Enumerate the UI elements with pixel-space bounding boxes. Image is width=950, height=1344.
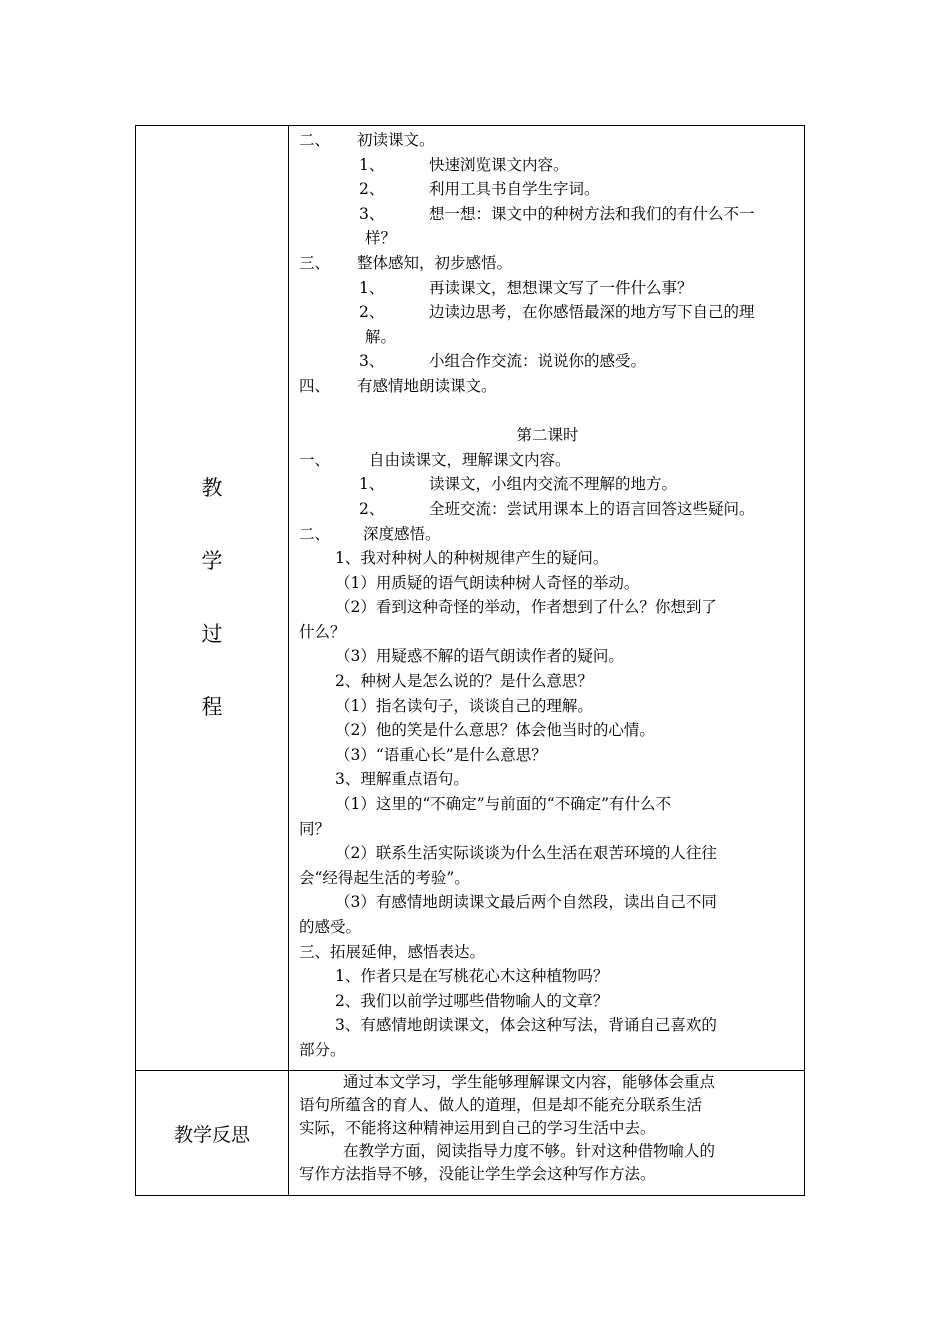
list-item: 1、 快速浏览课文内容。 bbox=[359, 155, 569, 174]
reflection-row bbox=[136, 1071, 805, 1196]
list-item-continuation: 解。 bbox=[365, 327, 397, 346]
reflection-label-cell bbox=[136, 1071, 289, 1196]
reflection-content-cell bbox=[289, 1071, 805, 1196]
body-line-continuation: 什么？ bbox=[299, 622, 346, 641]
body-line: （3）用疑惑不解的语气朗读作者的疑问。 bbox=[335, 647, 624, 666]
body-line-continuation: 写作方法指导不够，没能让学生学会这种写作方法。 bbox=[299, 1165, 656, 1183]
body-line: （2）看到这种奇怪的举动，作者想到了什么？你想到了 bbox=[335, 598, 717, 617]
body-line-continuation: 同？ bbox=[299, 819, 331, 838]
list-item-continuation: 样？ bbox=[365, 229, 397, 248]
body-line: 1、我对种树人的种树规律产生的疑问。 bbox=[335, 549, 609, 568]
section-heading: 二、 深度感悟。 bbox=[299, 524, 441, 543]
body-line: （2）联系生活实际谈谈为什么生活在艰苦环境的人往往 bbox=[335, 844, 717, 863]
list-item: 1、 再读课文，想想课文写了一件什么事？ bbox=[359, 278, 693, 297]
process-row bbox=[136, 126, 805, 1071]
process-label-char: 程 bbox=[201, 695, 223, 719]
body-line-continuation: 会“经得起生活的考验”。 bbox=[299, 868, 470, 887]
process-label-char: 过 bbox=[201, 622, 223, 646]
process-content-cell bbox=[289, 126, 805, 1071]
body-line: （2）他的笑是什么意思？体会他当时的心情。 bbox=[335, 721, 655, 740]
body-line-continuation: 语句所蕴含的育人、做人的道理，但是却不能充分联系生活 bbox=[299, 1096, 703, 1114]
process-label-char: 教 bbox=[201, 476, 223, 500]
lesson-plan-table bbox=[135, 125, 805, 1196]
reflection-content bbox=[289, 1071, 804, 1188]
body-line: 3、理解重点语句。 bbox=[335, 770, 469, 789]
section-heading: 三、拓展延伸，感悟表达。 bbox=[299, 942, 486, 961]
body-line: （3）“语重心长”是什么意思？ bbox=[335, 745, 547, 764]
body-line: （1）用质疑的语气朗读种树人奇怪的举动。 bbox=[335, 573, 640, 592]
body-line-continuation: 的感受。 bbox=[299, 918, 362, 936]
body-line: 2、种树人是怎么说的？是什么意思？ bbox=[335, 672, 593, 691]
section-heading: 一、 自由读课文，理解课文内容。 bbox=[299, 450, 571, 469]
body-line: 在教学方面，阅读指导力度不够。针对这种借物喻人的 bbox=[343, 1142, 716, 1160]
lesson-title: 第二课时 bbox=[516, 426, 579, 445]
reflection-label: 教学反思 bbox=[173, 1123, 250, 1146]
list-item: 2、 边读边思考，在你感悟最深的地方写下自己的理 bbox=[359, 303, 755, 322]
body-line-continuation: 部分。 bbox=[299, 1040, 346, 1059]
process-content bbox=[289, 126, 804, 1065]
body-line-continuation: 实际，不能将这种精神运用到自己的学习生活中去。 bbox=[299, 1119, 656, 1137]
process-label-char: 学 bbox=[201, 549, 223, 573]
body-line: 3、有感情地朗读课文，体会这种写法，背诵自己喜欢的 bbox=[335, 1016, 717, 1035]
body-line: 1、作者只是在写桃花心木这种植物吗？ bbox=[335, 967, 609, 986]
body-line: 2、我们以前学过哪些借物喻人的文章？ bbox=[335, 991, 609, 1010]
list-item: 3、 想一想：课文中的种树方法和我们的有什么不一 bbox=[359, 204, 755, 223]
body-line: 通过本文学习，学生能够理解课文内容，能够体会重点 bbox=[343, 1073, 716, 1091]
section-heading: 四、 有感情地朗读课文。 bbox=[299, 376, 497, 395]
process-label bbox=[136, 126, 288, 1070]
list-item: 1、 读课文，小组内交流不理解的地方。 bbox=[359, 475, 678, 494]
process-label-cell bbox=[136, 126, 289, 1071]
blank-line bbox=[299, 399, 796, 424]
list-item: 2、 全班交流：尝试用课本上的语言回答这些疑问。 bbox=[359, 499, 755, 518]
section-heading: 三、 整体感知，初步感悟。 bbox=[299, 253, 513, 272]
list-item: 3、 小组合作交流：说说你的感受。 bbox=[359, 352, 647, 371]
body-line: （1）指名读句子，谈谈自己的理解。 bbox=[335, 696, 593, 715]
section-heading: 二、 初读课文。 bbox=[299, 131, 435, 149]
list-item: 2、 利用工具书自学生字词。 bbox=[359, 180, 600, 199]
body-line: （1）这里的“不确定”与前面的“不确定”有什么不 bbox=[335, 795, 672, 814]
body-line: （3）有感情地朗读课文最后两个自然段，读出自己不同 bbox=[335, 893, 717, 912]
